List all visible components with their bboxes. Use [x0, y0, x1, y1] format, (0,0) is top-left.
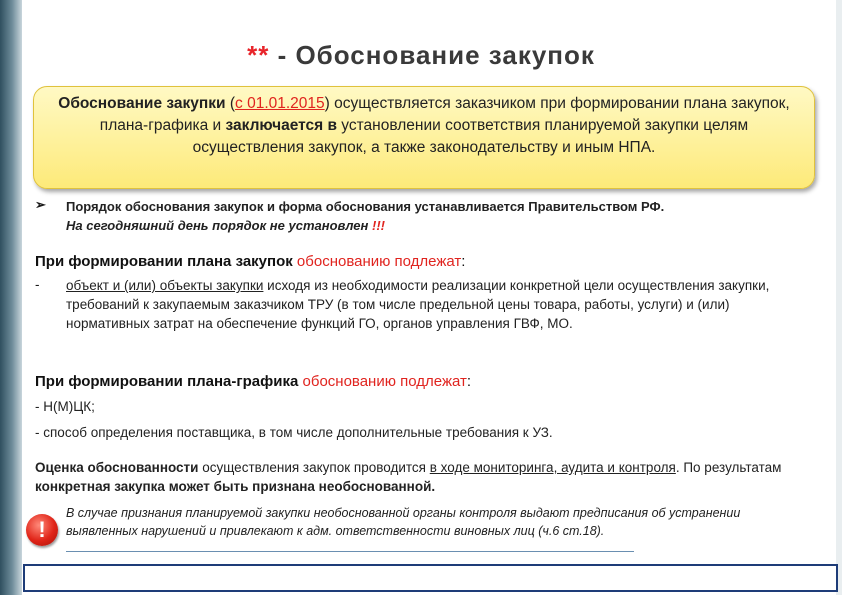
- definition-callout: [33, 86, 815, 189]
- assessment-text-2: . По результатам: [675, 460, 782, 475]
- title-stars: **: [247, 40, 270, 70]
- arrow-bullet-icon: ➢: [35, 197, 46, 212]
- schedule-item-nmck: - Н(М)ЦК;: [35, 399, 95, 414]
- warning-note: В случае признания планируемой закупки необоснованной органы контроля выдают предписания об устранении выявленных нарушений и привлекают к адм. ответственности виновных лиц (ч.6 ст.18).: [66, 506, 741, 538]
- slide-title: [0, 40, 842, 71]
- schedule-heading-colon: :: [466, 373, 472, 390]
- procedure-note: [66, 197, 836, 235]
- schedule-heading-text: При формировании плана-графика: [35, 373, 303, 390]
- right-decorative-strip: [836, 0, 842, 595]
- note-underline: [66, 551, 634, 552]
- title-text: - Обоснование закупок: [269, 40, 595, 70]
- schedule-heading-red: обоснованию подлежат: [302, 373, 467, 390]
- plan-item-dash: -: [35, 277, 40, 292]
- procedure-line-1: Порядок обоснования закупок и форма обоснования устанавливается Правительством РФ.: [66, 199, 665, 214]
- plan-heading: [35, 253, 465, 270]
- assessment-conclusion: конкретная закупка может быть признана необоснованной.: [35, 479, 436, 494]
- callout-text-3: установлении соответствия планируемой закупки целям осуществления закупок, а также законодательству и иным НПА.: [192, 117, 749, 156]
- left-decorative-bar: [0, 0, 22, 595]
- plan-item-rest: исходя из необходимости реализации конкретной цели осуществления закупки, требований к закупаемым заказчиком ТРУ (в том числе предельной цены товара, работы, услуги) и (или) нормативных затрат на обеспечение функций ГО, органов управления ГВФ, МО.: [66, 278, 770, 331]
- callout-date: с 01.01.2015: [235, 95, 325, 112]
- procedure-line-2-text: На сегодняшний день порядок не установлен: [66, 218, 372, 233]
- callout-term: Обоснование закупки: [58, 95, 226, 112]
- plan-heading-text: При формировании плана закупок: [35, 253, 297, 270]
- plan-item-object: объект и (или) объекты закупки: [66, 278, 264, 293]
- assessment-text-1: осуществления закупок проводится: [198, 460, 430, 475]
- callout-text-2: ) осуществляется заказчиком при формировании плана закупок, плана-графика и: [99, 95, 790, 134]
- schedule-item-method: - способ определения поставщика, в том числе дополнительные требования к УЗ.: [35, 425, 553, 440]
- callout-text-1: (: [225, 95, 236, 112]
- plan-item: [66, 276, 786, 333]
- assessment-paragraph: [35, 458, 805, 496]
- procedure-exclaim: !!!: [372, 218, 385, 233]
- plan-heading-colon: :: [461, 253, 466, 270]
- warning-icon: !: [26, 514, 58, 546]
- footer-box: [23, 564, 838, 592]
- assessment-monitoring: в ходе мониторинга, аудита и контроля: [429, 460, 676, 475]
- procedure-line-2: [66, 216, 836, 235]
- assessment-term: Оценка обоснованности: [35, 460, 199, 475]
- callout-emphasis: заключается в: [225, 117, 337, 134]
- plan-heading-red: обоснованию подлежат: [296, 253, 462, 270]
- schedule-heading: [35, 373, 471, 390]
